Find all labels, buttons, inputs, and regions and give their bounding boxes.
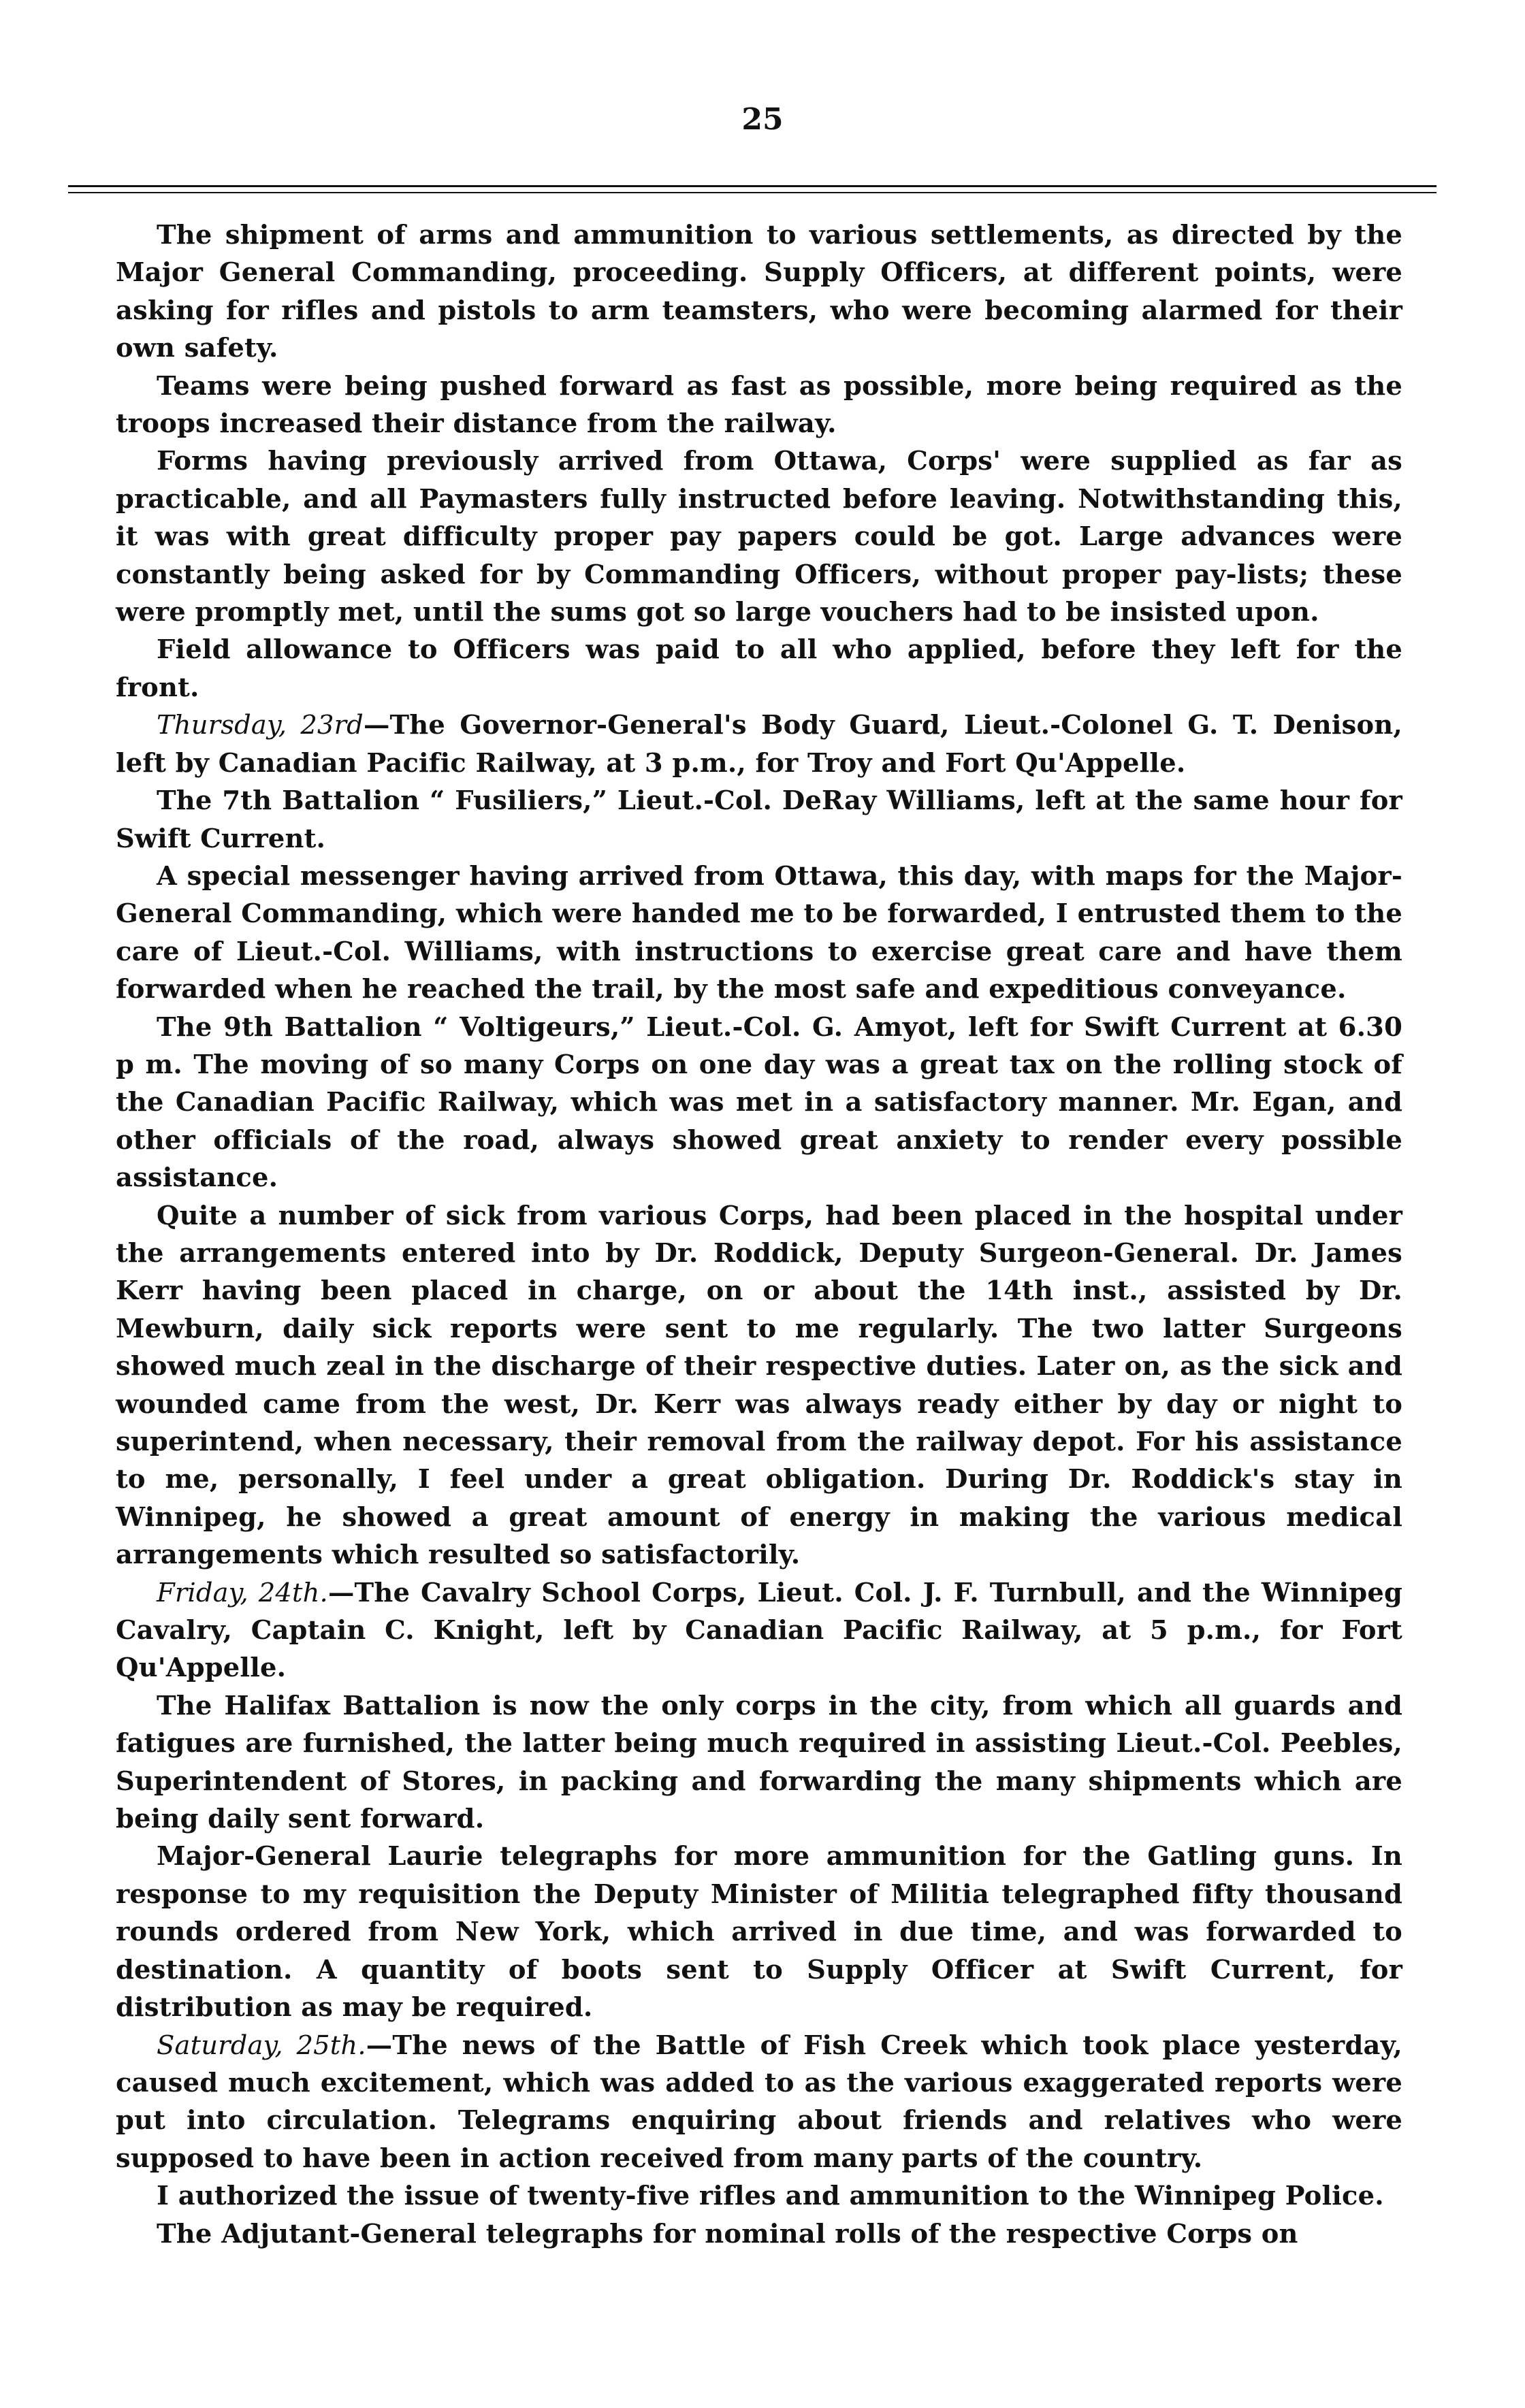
paragraph-thursday xyxy=(116,706,1402,782)
date-lead: Friday, 24th. xyxy=(157,1577,328,1608)
text-body xyxy=(116,216,1402,2253)
paragraph-text: Major-General Laurie telegraphs for more ammunition for the Gatling guns. In response to my requisition the Deputy Minister of Militia telegraphed fifty thousand rounds ordered from New York, which arrived in due time, and was forwarded to destination. A quantity of boots sent to Supply Officer at Swift Current, for distribution as may be required. xyxy=(116,1841,1402,2023)
paragraph-text: —The news of the Battle of Fish Creek which took place yesterday, caused much excitement, which was added to as the various exaggerated reports were put into circulation. Telegrams enquiring about friends and relatives who were supposed to have been in action received from many parts of the country. xyxy=(116,2030,1402,2174)
paragraph-text: —The Governor-General's Body Guard, Lieut.-Colonel G. T. Denison, left by Canadian Pacific Railway, at 3 p.m., for Troy and Fort Qu'Appelle. xyxy=(116,710,1402,779)
paragraph-halifax xyxy=(116,1687,1402,1838)
paragraph-sick xyxy=(116,1197,1402,1574)
paragraph-text: —The Cavalry School Corps, Lieut. Col. J. F. Turnbull, and the Winnipeg Cavalry, Captain C. Knight, left by Canadian Pacific Railway, at 5 p.m., for Fort Qu'Appelle. xyxy=(116,1577,1402,1684)
paragraph-text: Teams were being pushed forward as fast as possible, more being required as the troops increased their distance from the railway. xyxy=(116,370,1402,440)
page-number: 25 xyxy=(741,102,784,137)
header-rule-thick xyxy=(68,185,1436,187)
paragraph-text: Forms having previously arrived from Ottawa, Corps' were supplied as far as practicable, and all Paymasters fully instructed before leaving. Notwithstanding this, it was with great difficulty proper pay papers could be got. Large advances were constantly being asked for by Commanding Officers, without proper pay-lists; these were promptly met, until the sums got so large vouchers had to be insisted upon. xyxy=(116,446,1402,628)
paragraph-text: Quite a number of sick from various Corps, had been placed in the hospital under the arrangements entered into by Dr. Roddick, Deputy Surgeon-General. Dr. James Kerr having been placed in charge, on or about the 14th inst., assisted by Dr. Mewburn, daily sick reports were sent to me regularly. The two latter Surgeons showed much zeal in the discharge of their respective duties. Later on, as the sick and wounded came from the west, Dr. Kerr was always ready either by day or night to superintend, when necessary, their removal from the railway depot. For his assistance to me, personally, I feel under a great obligation. During Dr. Roddick's stay in Winnipeg, he showed a great amount of energy in making the various medical arrangements which resulted so satisfactorily. xyxy=(116,1200,1402,1571)
paragraph-forms xyxy=(116,442,1402,631)
paragraph-rifles xyxy=(116,2177,1402,2215)
date-lead: Thursday, 23rd xyxy=(157,710,364,741)
paragraph-text: The shipment of arms and ammunition to various settlements, as directed by the Major General Commanding, proceeding. Supply Officers, at different points, were asking for rifles and pistols to arm teamsters, who were becoming alarmed for their own safety. xyxy=(116,220,1402,364)
paragraph-text: The Adjutant-General telegraphs for nominal rolls of the respective Corps on xyxy=(157,2218,1298,2249)
paragraph-field-allowance xyxy=(116,631,1402,706)
paragraph-text: Field allowance to Officers was paid to all who applied, before they left for the front. xyxy=(116,634,1402,703)
paragraph-7th-battalion xyxy=(116,782,1402,858)
paragraph-saturday xyxy=(116,2027,1402,2178)
paragraph-ammunition xyxy=(116,1838,1402,2026)
date-lead: Saturday, 25th. xyxy=(157,2030,366,2061)
paragraph-shipment xyxy=(116,216,1402,368)
paragraph-text: The Halifax Battalion is now the only corps in the city, from which all guards and fatigues are furnished, the latter being much required in assisting Lieut.-Col. Peebles, Superintendent of Stores, in packing and forwarding the many shipments which are being daily sent forward. xyxy=(116,1690,1402,1835)
paragraph-friday xyxy=(116,1574,1402,1687)
paragraph-text: A special messenger having arrived from Ottawa, this day, with maps for the Major-General Commanding, which were handed me to be forwarded, I entrusted them to the care of Lieut.-Col. Williams, with instructions to exercise great care and have them forwarded when he reached the trail, by the most safe and expeditious conveyance. xyxy=(116,860,1402,1005)
paragraph-text: I authorized the issue of twenty-five rifles and ammunition to the Winnipeg Police. xyxy=(157,2181,1384,2212)
paragraph-text: The 7th Battalion “ Fusiliers,” Lieut.-Col. DeRay Williams, left at the same hour for Swift Current. xyxy=(116,785,1402,854)
paragraph-9th-battalion xyxy=(116,1009,1402,1197)
paragraph-teams xyxy=(116,368,1402,443)
paragraph-adjutant xyxy=(116,2215,1402,2253)
header-rule-thin xyxy=(68,192,1436,193)
paragraph-text: The 9th Battalion “ Voltigeurs,” Lieut.-Col. G. Amyot, left for Swift Current at 6.30 p m. The moving of so many Corps on one day was a great tax on the rolling stock of the Canadian Pacific Railway, which was met in a satisfactory manner. Mr. Egan, and other officials of the road, always showed great anxiety to render every possible assistance. xyxy=(116,1011,1402,1194)
paragraph-special-messenger xyxy=(116,858,1402,1009)
